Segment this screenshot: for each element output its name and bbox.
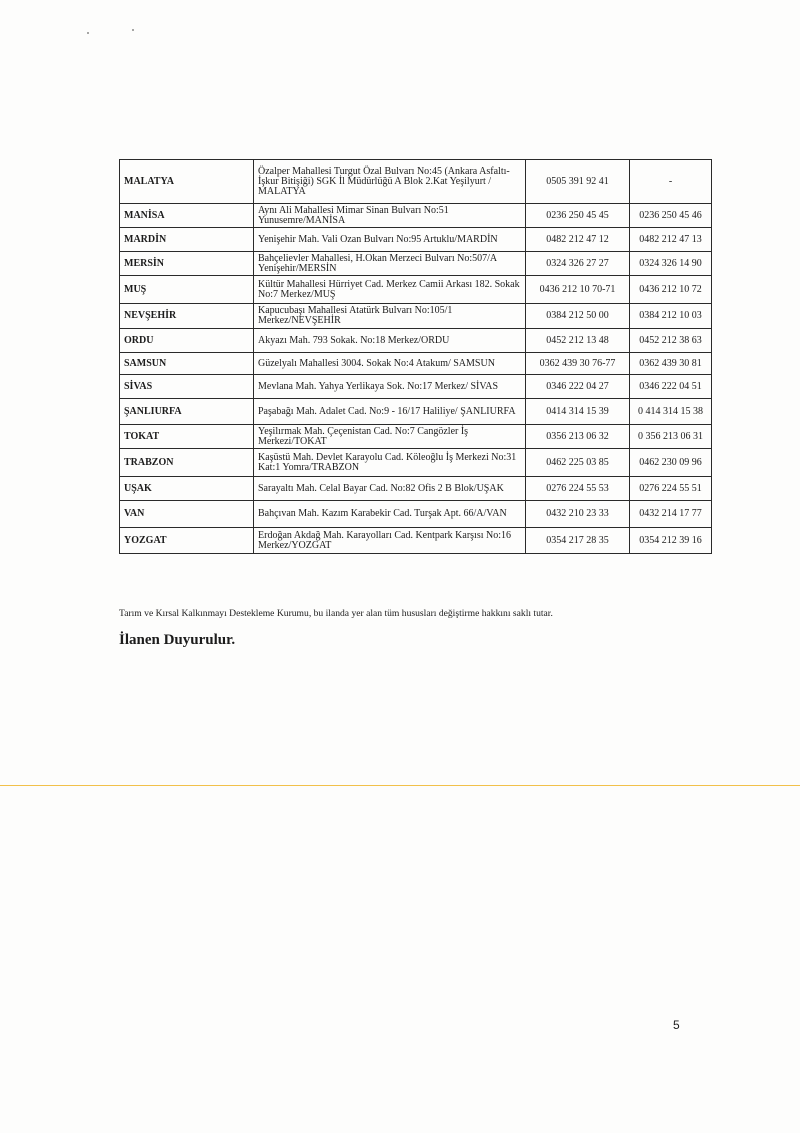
- city-cell: NEVŞEHİR: [120, 304, 254, 329]
- phone-cell: 0236 250 45 45: [526, 204, 630, 228]
- yellow-divider: [0, 785, 800, 786]
- fax-cell: 0362 439 30 81: [630, 353, 712, 375]
- table-row: [120, 228, 712, 252]
- phone-cell: 0452 212 13 48: [526, 329, 630, 353]
- phone-cell: 0432 210 23 33: [526, 501, 630, 528]
- fax-cell: 0346 222 04 51: [630, 375, 712, 399]
- fax-cell: -: [630, 160, 712, 204]
- fax-cell: 0452 212 38 63: [630, 329, 712, 353]
- city-cell: TOKAT: [120, 425, 254, 449]
- city-cell: ŞANLIURFA: [120, 399, 254, 425]
- table-row: [120, 353, 712, 375]
- address-cell: Mevlana Mah. Yahya Yerlikaya Sok. No:17 Merkez/ SİVAS: [254, 375, 526, 399]
- phone-cell: 0356 213 06 32: [526, 425, 630, 449]
- address-cell: Sarayaltı Mah. Celal Bayar Cad. No:82 Ofis 2 B Blok/UŞAK: [254, 477, 526, 501]
- address-cell: Paşabağı Mah. Adalet Cad. No:9 - 16/17 Haliliye/ ŞANLIURFA: [254, 399, 526, 425]
- fax-cell: 0482 212 47 13: [630, 228, 712, 252]
- address-cell: Akyazı Mah. 793 Sokak. No:18 Merkez/ORDU: [254, 329, 526, 353]
- address-cell: Aynı Ali Mahallesi Mimar Sinan Bulvarı No:51 Yunusemre/MANİSA: [254, 204, 526, 228]
- fax-cell: 0 356 213 06 31: [630, 425, 712, 449]
- city-cell: SİVAS: [120, 375, 254, 399]
- provincial-offices-table: [119, 159, 712, 554]
- fax-cell: 0432 214 17 77: [630, 501, 712, 528]
- phone-cell: 0436 212 10 70-71: [526, 276, 630, 304]
- table-row: [120, 276, 712, 304]
- phone-cell: 0482 212 47 12: [526, 228, 630, 252]
- city-cell: MARDİN: [120, 228, 254, 252]
- table-row: [120, 160, 712, 204]
- table-row: [120, 449, 712, 477]
- address-cell: Kapucubaşı Mahallesi Atatürk Bulvarı No:105/1 Merkez/NEVŞEHİR: [254, 304, 526, 329]
- address-cell: Bahçıvan Mah. Kazım Karabekir Cad. Turşak Apt. 66/A/VAN: [254, 501, 526, 528]
- city-cell: MERSİN: [120, 252, 254, 276]
- city-cell: ORDU: [120, 329, 254, 353]
- address-cell: Kültür Mahallesi Hürriyet Cad. Merkez Camii Arkası 182. Sokak No:7 Merkez/MUŞ: [254, 276, 526, 304]
- city-cell: SAMSUN: [120, 353, 254, 375]
- table-row: [120, 477, 712, 501]
- fax-cell: 0236 250 45 46: [630, 204, 712, 228]
- address-cell: Yenişehir Mah. Vali Ozan Bulvarı No:95 Artuklu/MARDİN: [254, 228, 526, 252]
- table-row: [120, 501, 712, 528]
- page-number: 5: [673, 1018, 680, 1032]
- address-cell: Yeşilırmak Mah. Çeçenistan Cad. No:7 Cangözler İş Merkezi/TOKAT: [254, 425, 526, 449]
- city-cell: UŞAK: [120, 477, 254, 501]
- table-row: [120, 399, 712, 425]
- table-row: [120, 528, 712, 554]
- fax-cell: 0384 212 10 03: [630, 304, 712, 329]
- address-cell: Kaşüstü Mah. Devlet Karayolu Cad. Köleoğlu İş Merkezi No:31 Kat:1 Yomra/TRABZON: [254, 449, 526, 477]
- phone-cell: 0354 217 28 35: [526, 528, 630, 554]
- footnote: Tarım ve Kırsal Kalkınmayı Destekleme Kurumu, bu ilanda yer alan tüm hususları değiştirme hakkını saklı tutar.: [119, 608, 553, 619]
- scan-speck: [132, 29, 134, 31]
- fax-cell: 0276 224 55 51: [630, 477, 712, 501]
- address-cell: Erdoğan Akdağ Mah. Karayolları Cad. Kentpark Karşısı No:16 Merkez/YOZGAT: [254, 528, 526, 554]
- phone-cell: 0414 314 15 39: [526, 399, 630, 425]
- phone-cell: 0462 225 03 85: [526, 449, 630, 477]
- table-row: [120, 425, 712, 449]
- city-cell: MUŞ: [120, 276, 254, 304]
- table-row: [120, 204, 712, 228]
- phone-cell: 0505 391 92 41: [526, 160, 630, 204]
- table-body: [120, 160, 712, 554]
- scan-speck: [87, 32, 89, 34]
- table-row: [120, 252, 712, 276]
- table-row: [120, 304, 712, 329]
- fax-cell: 0436 212 10 72: [630, 276, 712, 304]
- phone-cell: 0324 326 27 27: [526, 252, 630, 276]
- announcement: İlanen Duyurulur.: [119, 632, 236, 648]
- city-cell: TRABZON: [120, 449, 254, 477]
- table-row: [120, 329, 712, 353]
- table-row: [120, 375, 712, 399]
- city-cell: MANİSA: [120, 204, 254, 228]
- fax-cell: 0 414 314 15 38: [630, 399, 712, 425]
- city-cell: MALATYA: [120, 160, 254, 204]
- fax-cell: 0324 326 14 90: [630, 252, 712, 276]
- phone-cell: 0362 439 30 76-77: [526, 353, 630, 375]
- address-cell: Özalper Mahallesi Turgut Özal Bulvarı No:45 (Ankara Asfaltı-İşkur Bitişiği) SGK İl Müdürlüğü A Blok 2.Kat Yeşilyurt / MALATYA: [254, 160, 526, 204]
- fax-cell: 0462 230 09 96: [630, 449, 712, 477]
- address-cell: Güzelyalı Mahallesi 3004. Sokak No:4 Atakum/ SAMSUN: [254, 353, 526, 375]
- phone-cell: 0384 212 50 00: [526, 304, 630, 329]
- phone-cell: 0276 224 55 53: [526, 477, 630, 501]
- phone-cell: 0346 222 04 27: [526, 375, 630, 399]
- city-cell: VAN: [120, 501, 254, 528]
- city-cell: YOZGAT: [120, 528, 254, 554]
- fax-cell: 0354 212 39 16: [630, 528, 712, 554]
- address-cell: Bahçelievler Mahallesi, H.Okan Merzeci Bulvarı No:507/A Yenişehir/MERSİN: [254, 252, 526, 276]
